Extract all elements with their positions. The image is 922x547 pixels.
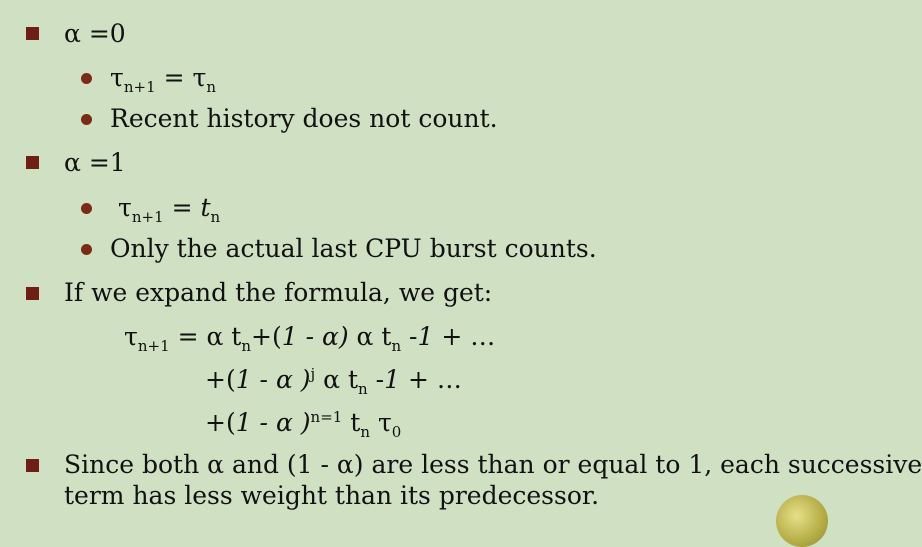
alpha-zero-equation: $\tau_{n+1} = \tau_n$ <box>110 63 216 96</box>
expand-heading: If we expand the formula, we get: <box>64 278 493 307</box>
formula-line-2: +(1 - α )$^j$ α $t_n$ -1 + … <box>205 365 462 398</box>
dot-bullet-icon <box>81 73 92 84</box>
dot-bullet-icon <box>81 244 92 255</box>
square-bullet-icon <box>26 459 39 472</box>
corner-decoration <box>776 495 828 547</box>
square-bullet-icon <box>26 27 39 40</box>
dot-bullet-icon <box>81 203 92 214</box>
since-text-line-1: Since both α and (1 - α) are less than or equal to 1, each successive <box>64 450 922 479</box>
formula-line-3: +(1 - α )$^{n=1}$ $t_n$ $\tau_0$ <box>205 408 402 441</box>
alpha-zero-heading: α =0 <box>64 19 126 48</box>
alpha-one-equation: $\tau_{n+1} = t_n$ <box>118 193 221 226</box>
alpha-one-heading: α =1 <box>64 148 126 177</box>
alpha-zero-note: Recent history does not count. <box>110 104 498 133</box>
since-text-line-2: term has less weight than its predecessor. <box>64 481 600 510</box>
dot-bullet-icon <box>81 114 92 125</box>
alpha-one-note: Only the actual last CPU burst counts. <box>110 234 597 263</box>
square-bullet-icon <box>26 156 39 169</box>
square-bullet-icon <box>26 287 39 300</box>
formula-line-1: $\tau_{n+1} = \alpha$ $t_n+(1 - \alpha)$ α $t_n$ -1 + … <box>124 322 496 355</box>
